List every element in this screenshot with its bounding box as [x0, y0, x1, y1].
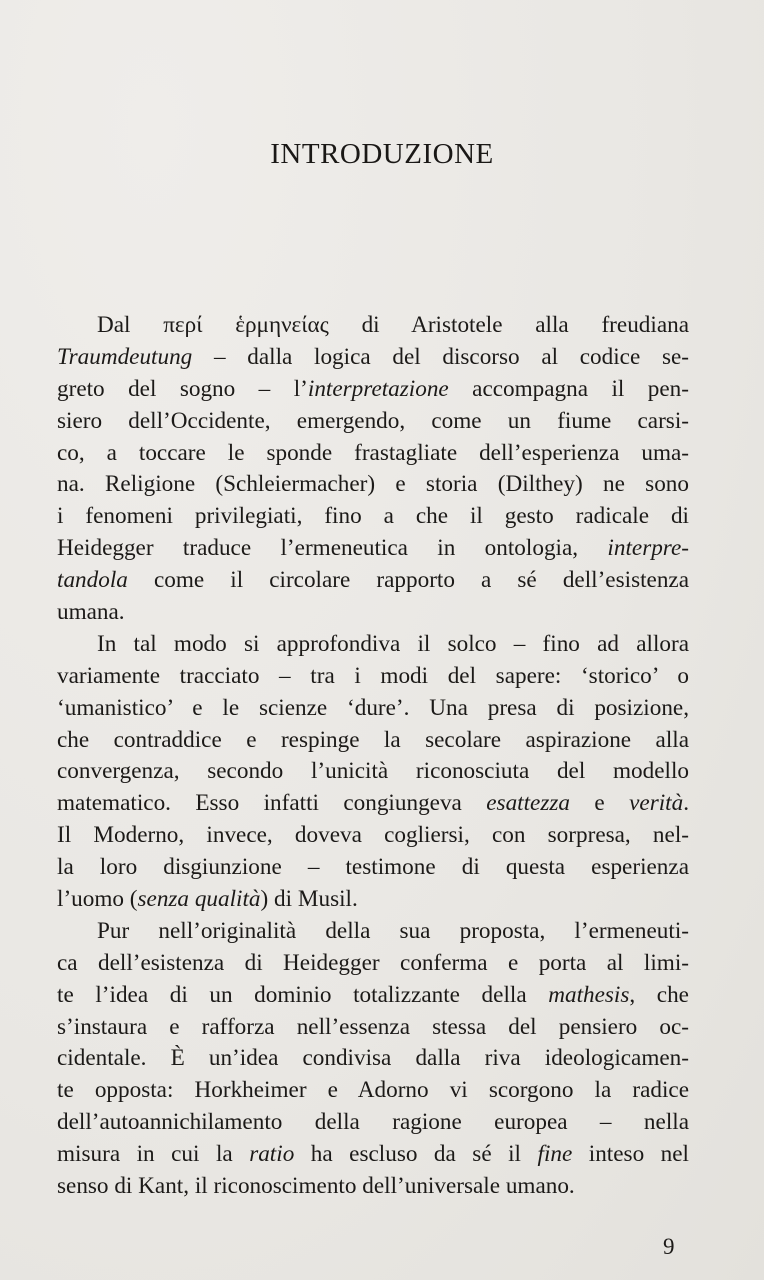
text-line [57, 374, 689, 406]
italic-segment: senza qualità [137, 886, 261, 913]
text-line [57, 916, 689, 948]
text-segment: In tal modo si approfondiva il solco – fino ad allora [97, 630, 689, 657]
text-segment: l’uomo ( [57, 886, 138, 913]
text-line [57, 310, 689, 342]
text-segment: s’instaura e rafforza nell’essenza stessa del pensiero oc- [57, 1013, 689, 1040]
text-line [57, 438, 689, 470]
text-line [57, 501, 689, 533]
text-segment: Dal περί ἑρμηνείας di Aristotele alla freudiana [97, 312, 689, 338]
text-line [57, 693, 689, 725]
text-line [57, 1139, 689, 1171]
text-segment: e [569, 790, 630, 817]
text-segment: misura in cui la [57, 1141, 250, 1168]
text-segment: inteso nel [572, 1141, 689, 1168]
italic-segment: ratio [249, 1141, 295, 1168]
text-segment: , che [629, 981, 689, 1008]
text-line [57, 948, 689, 980]
italic-segment: esattezza [486, 790, 570, 817]
text-segment: come il circolare rapporto a sé dell’esistenza [127, 567, 689, 594]
text-segment: dell’autoannichilamento della ragione europea – nella [57, 1109, 689, 1136]
text-line [57, 852, 689, 884]
text-segment: Heidegger traduce l’ermeneutica in ontologia, [57, 535, 608, 562]
text-segment: te opposta: Horkheimer e Adorno vi scorgono la radice [57, 1077, 689, 1104]
body-text [57, 310, 689, 1203]
italic-segment: Traumdeutung [57, 343, 193, 370]
text-line [57, 469, 689, 501]
text-line [57, 884, 689, 916]
text-line [57, 629, 689, 661]
text-segment: na. Religione (Schleiermacher) e storia (Dilthey) ne sono [57, 471, 689, 498]
text-segment: siero dell’Occidente, emergendo, come un fiume carsi- [57, 407, 689, 434]
text-line [57, 788, 689, 820]
text-line [57, 597, 689, 629]
chapter-title: INTRODUZIONE [270, 138, 494, 170]
text-segment: senso di Kant, il riconoscimento dell’universale umano. [57, 1173, 575, 1200]
text-segment: – dalla logica del discorso al codice se- [192, 343, 689, 370]
text-segment: accompagna il pen- [448, 375, 689, 402]
text-line [57, 565, 689, 597]
text-line [57, 756, 689, 788]
text-line [57, 533, 689, 565]
text-segment: che contraddice e respinge la secolare aspirazione alla [57, 726, 689, 753]
italic-segment: interpre- [607, 535, 689, 562]
text-segment: umana. [57, 599, 125, 626]
text-line [57, 820, 689, 852]
text-segment: Pur nell’originalità della sua proposta, l’ermeneuti- [97, 917, 689, 944]
text-line [57, 342, 689, 374]
text-segment: variamente tracciato – tra i modi del sapere: ‘storico’ o [57, 662, 689, 689]
text-line [57, 1043, 689, 1075]
text-segment: la loro disgiunzione – testimone di questa esperienza [57, 854, 689, 881]
text-segment: cidentale. È un’idea condivisa dalla riva ideologicamen- [57, 1045, 689, 1072]
text-segment: greto del sogno – l’ [57, 375, 308, 402]
text-segment: ‘umanistico’ e le scienze ‘dure’. Una presa di posizione, [57, 694, 689, 721]
text-segment: ca dell’esistenza di Heidegger conferma e porta al limi- [57, 949, 689, 976]
text-line [57, 1075, 689, 1107]
italic-segment: interpretazione [307, 375, 449, 402]
text-segment: matematico. Esso infatti congiungeva [57, 790, 487, 817]
italic-segment: fine [537, 1141, 573, 1168]
text-line [57, 1012, 689, 1044]
text-segment: . [683, 790, 689, 817]
text-segment: Il Moderno, invece, doveva cogliersi, con sorpresa, nel- [57, 822, 689, 849]
text-segment: ) di Musil. [260, 886, 358, 913]
text-line [57, 1171, 689, 1203]
text-line [57, 980, 689, 1012]
text-segment: te l’idea di un dominio totalizzante della [57, 981, 549, 1008]
text-line [57, 406, 689, 438]
italic-segment: tandola [57, 567, 128, 594]
text-line [57, 1107, 689, 1139]
italic-segment: verità [629, 790, 684, 817]
italic-segment: mathesis [548, 981, 630, 1008]
text-segment: i fenomeni privilegiati, fino a che il gesto radicale di [57, 503, 689, 530]
page-number: 9 [663, 1234, 675, 1259]
text-segment: co, a toccare le sponde frastagliate dell’esperienza uma- [57, 439, 689, 466]
text-line [57, 725, 689, 757]
text-segment: ha escluso da sé il [294, 1141, 538, 1168]
text-segment: convergenza, secondo l’unicità riconosciuta del modello [57, 758, 689, 785]
text-line [57, 661, 689, 693]
